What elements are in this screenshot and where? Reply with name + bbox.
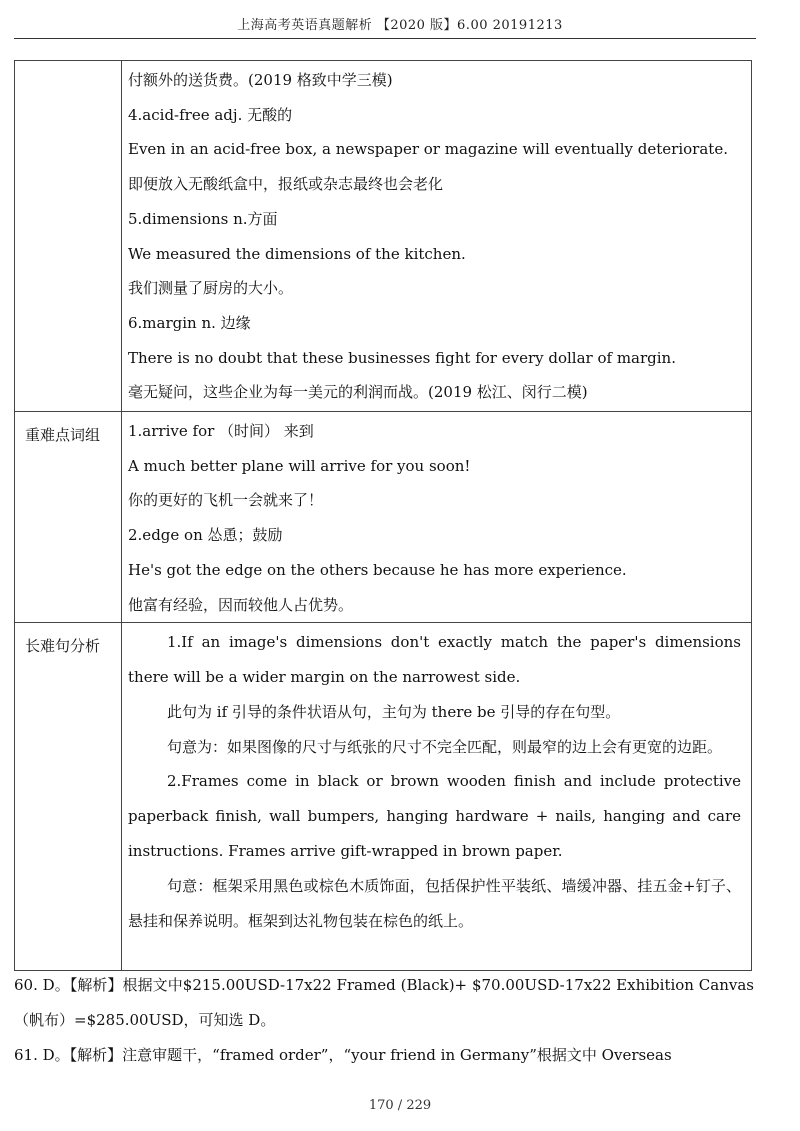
notes-table — [14, 60, 752, 971]
list-item: There is no doubt that these businesses fight for every dollar of margin. — [128, 348, 676, 367]
answer-60: 60. D。【解析】根据文中$215.00USD-17x22 Framed (Black)+ $70.00USD-17x22 Exhibition Canvas（帆布）=$285.00USD，可知选 D。 — [14, 976, 754, 1029]
analysis-paragraph: 此句为 if 引导的条件状语从句，主句为 there be 引导的存在句型。 — [167, 702, 621, 721]
page-number: 170 / 229 — [368, 1098, 432, 1113]
list-item: 即便放入无酸纸盒中，报纸或杂志最终也会老化 — [128, 175, 444, 194]
analysis-paragraph: 句意为：如果图像的尺寸与纸张的尺寸不完全匹配，则最窄的边上会有更宽的边距。 — [167, 737, 723, 756]
row-label: 长难句分析 — [15, 623, 122, 971]
list-item: 毫无疑问，这些企业为每一美元的利润而战。(2019 松江、闵行二模) — [128, 383, 588, 402]
list-item: 4.acid-free adj. 无酸的 — [128, 105, 293, 124]
list-item: 我们测量了厨房的大小。 — [128, 279, 294, 298]
list-item: 他富有经验，因而较他人占优势。 — [128, 595, 354, 614]
row-content — [122, 412, 752, 623]
list-item: He's got the edge on the others because he has more experience. — [128, 560, 627, 579]
page-header: 上海高考英语真题解析 【2020 版】6.00 20191213 — [237, 18, 563, 33]
row-content — [122, 61, 752, 412]
row-label — [15, 61, 122, 412]
analysis-paragraph: 句意：框架采用黑色或棕色木质饰面，包括保护性平装纸、墙缓冲器、挂五金+钉子、悬挂和保养说明。框架到达礼物包装在棕色的纸上。 — [128, 876, 741, 930]
list-item: 5.dimensions n.方面 — [128, 209, 278, 228]
table-row — [15, 61, 752, 412]
row-content — [122, 623, 752, 971]
row-label: 重难点词组 — [15, 412, 122, 623]
list-item: A much better plane will arrive for you soon! — [128, 456, 471, 475]
table-row — [15, 412, 752, 623]
analysis-paragraph: 2.Frames come in black or brown wooden finish and include protective paperback finish, wall bumpers, hanging hardware + nails, hanging and care instructions. Frames arrive gift-wrapped in brown paper. — [128, 772, 741, 860]
list-item: 2.edge on 怂恿；鼓励 — [128, 526, 283, 545]
list-item: 1.arrive for （时间） 来到 — [128, 422, 314, 440]
table-row — [15, 623, 752, 971]
list-item: 付额外的送货费。(2019 格致中学三模) — [128, 71, 393, 89]
analysis-paragraph: 1.If an image's dimensions don't exactly match the paper's dimensions there will be a wider margin on the narrowest side. — [128, 633, 741, 687]
list-item: Even in an acid-free box, a newspaper or magazine will eventually deteriorate. — [128, 140, 728, 159]
list-item: We measured the dimensions of the kitchen. — [128, 244, 466, 263]
answer-61: 61. D。【解析】注意审题干，“framed order”，“your friend in Germany”根据文中 Overseas — [14, 1046, 672, 1064]
list-item: 你的更好的飞机一会就来了！ — [128, 491, 324, 510]
list-item: 6.margin n. 边缘 — [128, 313, 251, 332]
header-rule — [14, 38, 756, 39]
